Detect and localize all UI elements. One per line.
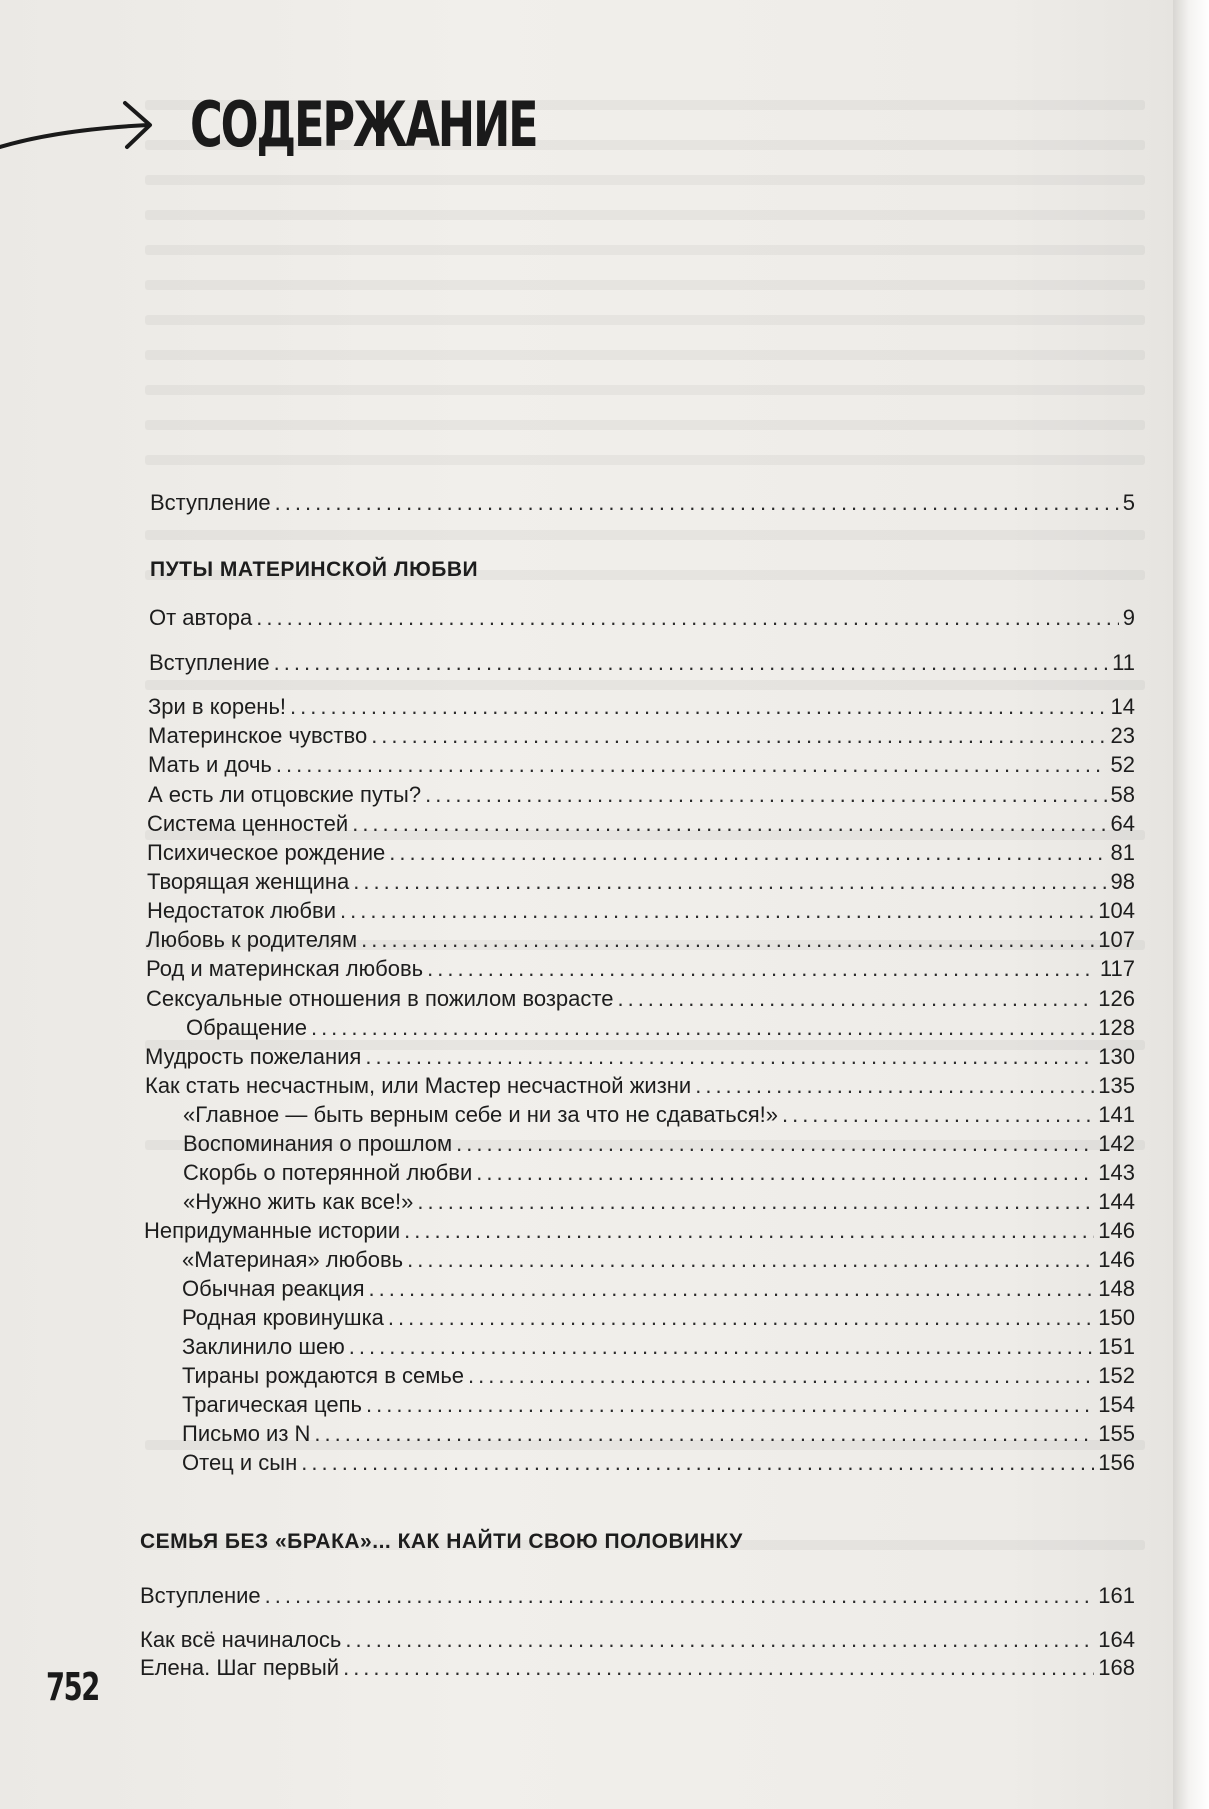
dot-leader: [371, 723, 1106, 749]
dot-leader: [276, 752, 1107, 778]
bleed-through-line: [145, 175, 1145, 185]
toc-entry-page: 5: [1122, 490, 1135, 515]
toc-entry-page: 11: [1112, 650, 1135, 675]
toc-entry-label: От автора: [149, 605, 253, 630]
dot-leader: [407, 1247, 1094, 1273]
toc-entry-page: 128: [1098, 1015, 1135, 1040]
toc-entry[interactable]: [148, 694, 1135, 720]
dot-leader: [782, 1102, 1094, 1128]
toc-entry[interactable]: [182, 1276, 1135, 1302]
dot-leader: [345, 1627, 1094, 1653]
toc-entry-label: Недостаток любви: [147, 898, 337, 923]
dot-leader: [388, 1305, 1094, 1331]
dot-leader: [343, 1655, 1094, 1681]
toc-entry-label: А есть ли отцовские путы?: [148, 782, 422, 807]
toc-entry[interactable]: [182, 1450, 1135, 1476]
dot-leader: [265, 1583, 1095, 1609]
toc-entry[interactable]: [183, 1189, 1135, 1215]
toc-entry[interactable]: [146, 956, 1135, 982]
dot-leader: [476, 1160, 1094, 1186]
toc-entry[interactable]: [186, 1015, 1135, 1041]
toc-entry-label: Творящая женщина: [147, 869, 350, 894]
toc-entry[interactable]: [148, 723, 1135, 749]
dot-leader: [389, 840, 1106, 866]
dot-leader: [404, 1218, 1094, 1244]
dot-leader: [617, 986, 1094, 1012]
toc-entry[interactable]: [146, 927, 1135, 953]
arrow-right-icon: [0, 95, 160, 155]
toc-entry-label: Как всё начиналось: [140, 1627, 342, 1652]
dot-leader: [369, 1276, 1095, 1302]
bleed-through-line: [145, 245, 1145, 255]
dot-leader: [256, 605, 1118, 631]
toc-entry-label: Зри в корень!: [148, 694, 287, 719]
toc-entry-label: Трагическая цепь: [182, 1392, 363, 1417]
toc-entry[interactable]: [140, 1627, 1135, 1653]
toc-entry-label: Род и материнская любовь: [146, 956, 424, 981]
bleed-through-line: [145, 455, 1145, 465]
dot-leader: [275, 490, 1119, 516]
toc-entry[interactable]: [148, 752, 1135, 778]
toc-entry[interactable]: [147, 811, 1135, 837]
page-number: 752: [46, 1665, 99, 1709]
bleed-through-line: [145, 420, 1145, 430]
toc-entry-label: Тираны рождаются в семье: [182, 1363, 465, 1388]
toc-entry-label: Вступление: [150, 490, 271, 515]
toc-entry-label: «Главное — быть верным себе и ни за что не сдаваться!»: [183, 1102, 778, 1127]
toc-entry-label: Воспоминания о прошлом: [183, 1131, 453, 1156]
toc-entry-label: Непридуманные истории: [144, 1218, 401, 1243]
dot-leader: [352, 811, 1106, 837]
toc-entry-page: 156: [1098, 1450, 1135, 1475]
dot-leader: [340, 898, 1094, 924]
toc-entry-page: 152: [1098, 1363, 1135, 1388]
toc-entry-label: Обращение: [186, 1015, 307, 1040]
toc-entry-page: 81: [1110, 840, 1135, 865]
toc-entry-page: 164: [1098, 1627, 1135, 1652]
dot-leader: [361, 927, 1094, 953]
toc-entry[interactable]: [150, 490, 1135, 516]
dot-leader: [425, 782, 1106, 808]
toc-entry[interactable]: [140, 1655, 1135, 1681]
toc-entry-label: Материнское чувство: [148, 723, 368, 748]
toc-entry-label: Сексуальные отношения в пожилом возрасте: [146, 986, 614, 1011]
dot-leader: [290, 694, 1106, 720]
dot-leader: [417, 1189, 1094, 1215]
toc-entry-page: 104: [1098, 898, 1135, 923]
toc-entry[interactable]: [183, 1160, 1135, 1186]
toc-entry[interactable]: [145, 1044, 1135, 1070]
toc-entry-page: 58: [1110, 782, 1135, 807]
toc-entry-page: 130: [1098, 1044, 1135, 1069]
toc-entry-label: Письмо из N: [182, 1421, 311, 1446]
bleed-through-line: [145, 315, 1145, 325]
toc-entry-page: 151: [1098, 1334, 1135, 1359]
bleed-through-line: [145, 350, 1145, 360]
dot-leader: [314, 1421, 1094, 1447]
toc-entry-page: 135: [1098, 1073, 1135, 1098]
toc-entry-page: 126: [1098, 986, 1135, 1011]
toc-entry[interactable]: [147, 898, 1135, 924]
dot-leader: [311, 1015, 1094, 1041]
toc-entry[interactable]: [183, 1131, 1135, 1157]
dot-leader: [301, 1450, 1094, 1476]
toc-entry-label: Психическое рождение: [147, 840, 386, 865]
toc-entry-page: 117: [1099, 956, 1135, 981]
toc-entry-page: 168: [1098, 1655, 1135, 1680]
toc-entry[interactable]: [182, 1363, 1135, 1389]
toc-entry[interactable]: [145, 1073, 1135, 1099]
toc-entry-page: 155: [1098, 1421, 1135, 1446]
dot-leader: [366, 1392, 1094, 1418]
toc-entry-label: Мудрость пожелания: [145, 1044, 362, 1069]
toc-entry-label: «Материная» любовь: [182, 1247, 404, 1272]
toc-entry-page: 52: [1110, 752, 1135, 777]
toc-entry-label: Мать и дочь: [148, 752, 272, 777]
dot-leader: [695, 1073, 1094, 1099]
toc-entry-label: Система ценностей: [147, 811, 349, 836]
toc-entry-page: 107: [1098, 927, 1135, 952]
toc-entry[interactable]: [182, 1421, 1135, 1447]
toc-entry-label: Заклинило шею: [182, 1334, 345, 1359]
toc-entry-page: 146: [1098, 1218, 1135, 1243]
toc-entry[interactable]: [182, 1392, 1135, 1418]
dot-leader: [365, 1044, 1094, 1070]
toc-entry[interactable]: [182, 1247, 1135, 1273]
toc-entry-label: Любовь к родителям: [146, 927, 358, 952]
toc-entry[interactable]: [149, 605, 1135, 631]
toc-entry[interactable]: [149, 650, 1135, 676]
book-gutter: [1173, 0, 1209, 1809]
dot-leader: [274, 650, 1109, 676]
toc-entry-page: 144: [1098, 1189, 1135, 1214]
toc-entry[interactable]: [140, 1583, 1135, 1609]
bleed-through-line: [145, 530, 1145, 540]
toc-entry-page: 142: [1098, 1131, 1135, 1156]
toc-entry-label: Вступление: [140, 1583, 261, 1608]
toc-entry-label: Вступление: [149, 650, 270, 675]
toc-entry-page: 141: [1098, 1102, 1135, 1127]
bleed-through-line: [145, 210, 1145, 220]
toc-entry-label: Как стать несчастным, или Мастер несчастной жизни: [145, 1073, 692, 1098]
bleed-through-line: [145, 385, 1145, 395]
toc-entry[interactable]: [147, 869, 1135, 895]
toc-entry-page: 9: [1122, 605, 1135, 630]
toc-entry-page: 148: [1098, 1276, 1135, 1301]
bleed-through-line: [145, 680, 1145, 690]
toc-entry-label: Обычная реакция: [182, 1276, 365, 1301]
toc-entry[interactable]: [182, 1334, 1135, 1360]
toc-entry-page: 146: [1098, 1247, 1135, 1272]
dot-leader: [468, 1363, 1094, 1389]
section-heading: ПУТЫ МАТЕРИНСКОЙ ЛЮБВИ: [150, 558, 479, 581]
dot-leader: [353, 869, 1106, 895]
toc-entry-label: Скорбь о потерянной любви: [183, 1160, 473, 1185]
toc-entry-page: 143: [1098, 1160, 1135, 1185]
toc-entry-label: Елена. Шаг первый: [140, 1655, 340, 1680]
toc-entry-label: Родная кровинушка: [182, 1305, 384, 1330]
toc-entry-page: 14: [1110, 694, 1135, 719]
bleed-through-line: [145, 280, 1145, 290]
dot-leader: [427, 956, 1096, 982]
toc-entry-page: 154: [1098, 1392, 1135, 1417]
toc-entry-page: 23: [1110, 723, 1135, 748]
toc-entry-page: 161: [1098, 1583, 1135, 1608]
section-heading: СЕМЬЯ БЕЗ «БРАКА»... КАК НАЙТИ СВОЮ ПОЛОВИНКУ: [140, 1530, 743, 1553]
toc-entry-page: 98: [1110, 869, 1135, 894]
toc-entry-page: 150: [1098, 1305, 1135, 1330]
toc-entry-label: «Нужно жить как все!»: [183, 1189, 414, 1214]
toc-entry[interactable]: [146, 986, 1135, 1012]
toc-entry[interactable]: [183, 1102, 1135, 1128]
toc-entry-label: Отец и сын: [182, 1450, 298, 1475]
toc-entry[interactable]: [144, 1218, 1135, 1244]
page-title: СОДЕРЖАНИЕ: [190, 88, 537, 161]
toc-entry[interactable]: [148, 782, 1135, 808]
dot-leader: [456, 1131, 1094, 1157]
dot-leader: [349, 1334, 1095, 1360]
toc-entry-page: 64: [1110, 811, 1135, 836]
toc-entry[interactable]: [182, 1305, 1135, 1331]
toc-entry[interactable]: [147, 840, 1135, 866]
